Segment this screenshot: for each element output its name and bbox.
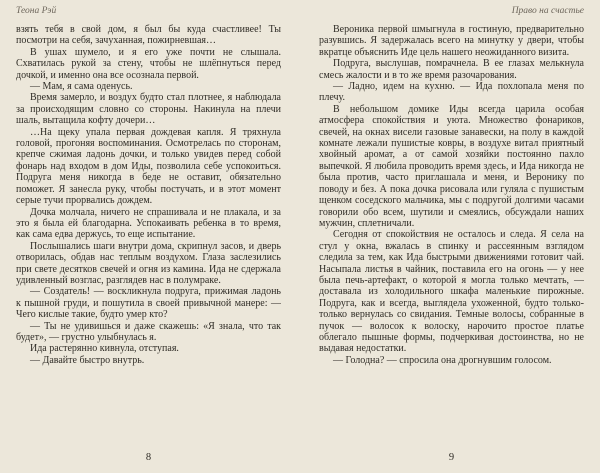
running-header-author: Теона Рэй: [16, 6, 57, 16]
paragraph: В ушах шумело, и я его уже почти не слышала. Схватилась рукой за стену, чтобы не шлёпнуться перед дочкой, и именно она все осознала первой.: [16, 46, 281, 81]
paragraph: — Мам, я сама оденусь.: [30, 81, 133, 93]
paragraph: — Голодна? — спросила она дрогнувшим голосом.: [333, 354, 552, 366]
right-page-text: [319, 24, 584, 446]
left-page[interactable]: [16, 5, 300, 465]
paragraph: Подруга, выслушав, помрачнела. В ее глазах мелькнула смесь жалости и в то же время разочарования.: [319, 58, 584, 81]
paragraph: — Создатель! — воскликнула подруга, прижимая ладонь к пышной груди, и пошутила в своей привычной манере: — Чего кислые такие, будто умер кто?: [16, 286, 281, 321]
paragraph: В небольшом домике Иды всегда царила особая атмосфера спокойствия и уюта. Множество фонариков, свечей, на окнах висели газовые занавески, на полу в каждой комнате лежали пушистые ковры, в воздухе витал приятный хвойный аромат, а от самой хозяйки постоянно пахло выпечкой. Я любила проводить время здесь, и Ида никогда не была против, часто приглашала и меня, и Веронику по поводу и без. А пока дочка рисовала или гуляла с пушистым щенком соседского мальчика, мы с подругой долгими часами говорили обо всем, шутили и смеялись, обсуждали наших мужчин, сплетничали.: [319, 103, 584, 229]
right-page[interactable]: [300, 5, 584, 465]
paragraph: Сегодня от спокойствия не осталось и следа. Я села на стул у окна, вжалась в спинку и рассеянным взглядом следила за тем, как Ида быстрыми движениями готовит чай. Насыпала листья в чайник, поставила его на огонь — у нее была печь-артефакт, о которой я могла только мечтать, — доставала из холодильного шкафа маленькие пирожные. Подруга, как и всегда, выглядела ухоженной, будто только-только вернулась со свидания. Темные волосы, собранные в пучок — волосок к волоску, нарочито простое платье облегало пышные формы, подчеркивая достоинства, но не выдавая недостатки.: [319, 229, 584, 355]
paragraph: взять тебя в свой дом, я был бы куда счастливее! Ты посмотри на себя, зачуханная, пожирневшая…: [16, 24, 281, 47]
paragraph: Время замерло, и воздух будто стал плотнее, я наблюдала за происходящим словно со стороны. Накинула на плечи шаль, вытащила кофту дочери…: [16, 92, 281, 127]
paragraph: Послышались шаги внутри дома, скрипнул засов, и дверь отворилась, обдав нас теплым воздухом. Глаза заслезились при свете десятков свечей и огня из камина. Ида не сдержала удивленный возглас, разглядев нас в полумраке.: [16, 240, 281, 286]
paragraph: — Ты не удивишься и даже скажешь: «Я знала, что так будет», — грустно улыбнулась я.: [16, 320, 281, 343]
page-number-right: 9: [448, 452, 455, 463]
paragraph: — Давайте быстро внутрь.: [30, 354, 145, 366]
paragraph: Ида растерянно кивнула, отступая.: [30, 343, 179, 355]
running-header-title: Право на счастье: [511, 6, 584, 16]
paragraph: — Ладно, идем на кухню. — Ида похлопала меня по плечу.: [319, 81, 584, 104]
page-number-left: 8: [145, 452, 152, 463]
left-page-text: [16, 24, 281, 446]
paragraph: Дочка молчала, ничего не спрашивала и не плакала, и за это я была ей благодарна. Успокаивать ребенка в то время, как сама едва держусь, то еще испытание.: [16, 206, 281, 241]
paragraph: …На щеку упала первая дождевая капля. Я тряхнула головой, прогоняя воспоминания. Осмотрелась по сторонам, крепче сжимая ладонь дочки, и только увидев перед собой фонарь над входом в дом Иды, позволила себе успокоиться. Подруга меня никогда в беде не оставит, обязательно поможет. Я занесла руку, чтобы постучать, и в этот момент серые тучи прорвались дождем.: [16, 126, 281, 207]
paragraph: Вероника первой шмыгнула в гостиную, предварительно разувшись. Я задержалась всего на минутку у двери, чтобы вкратце объяснить Иде цель нашего неожиданного визита.: [319, 24, 584, 58]
